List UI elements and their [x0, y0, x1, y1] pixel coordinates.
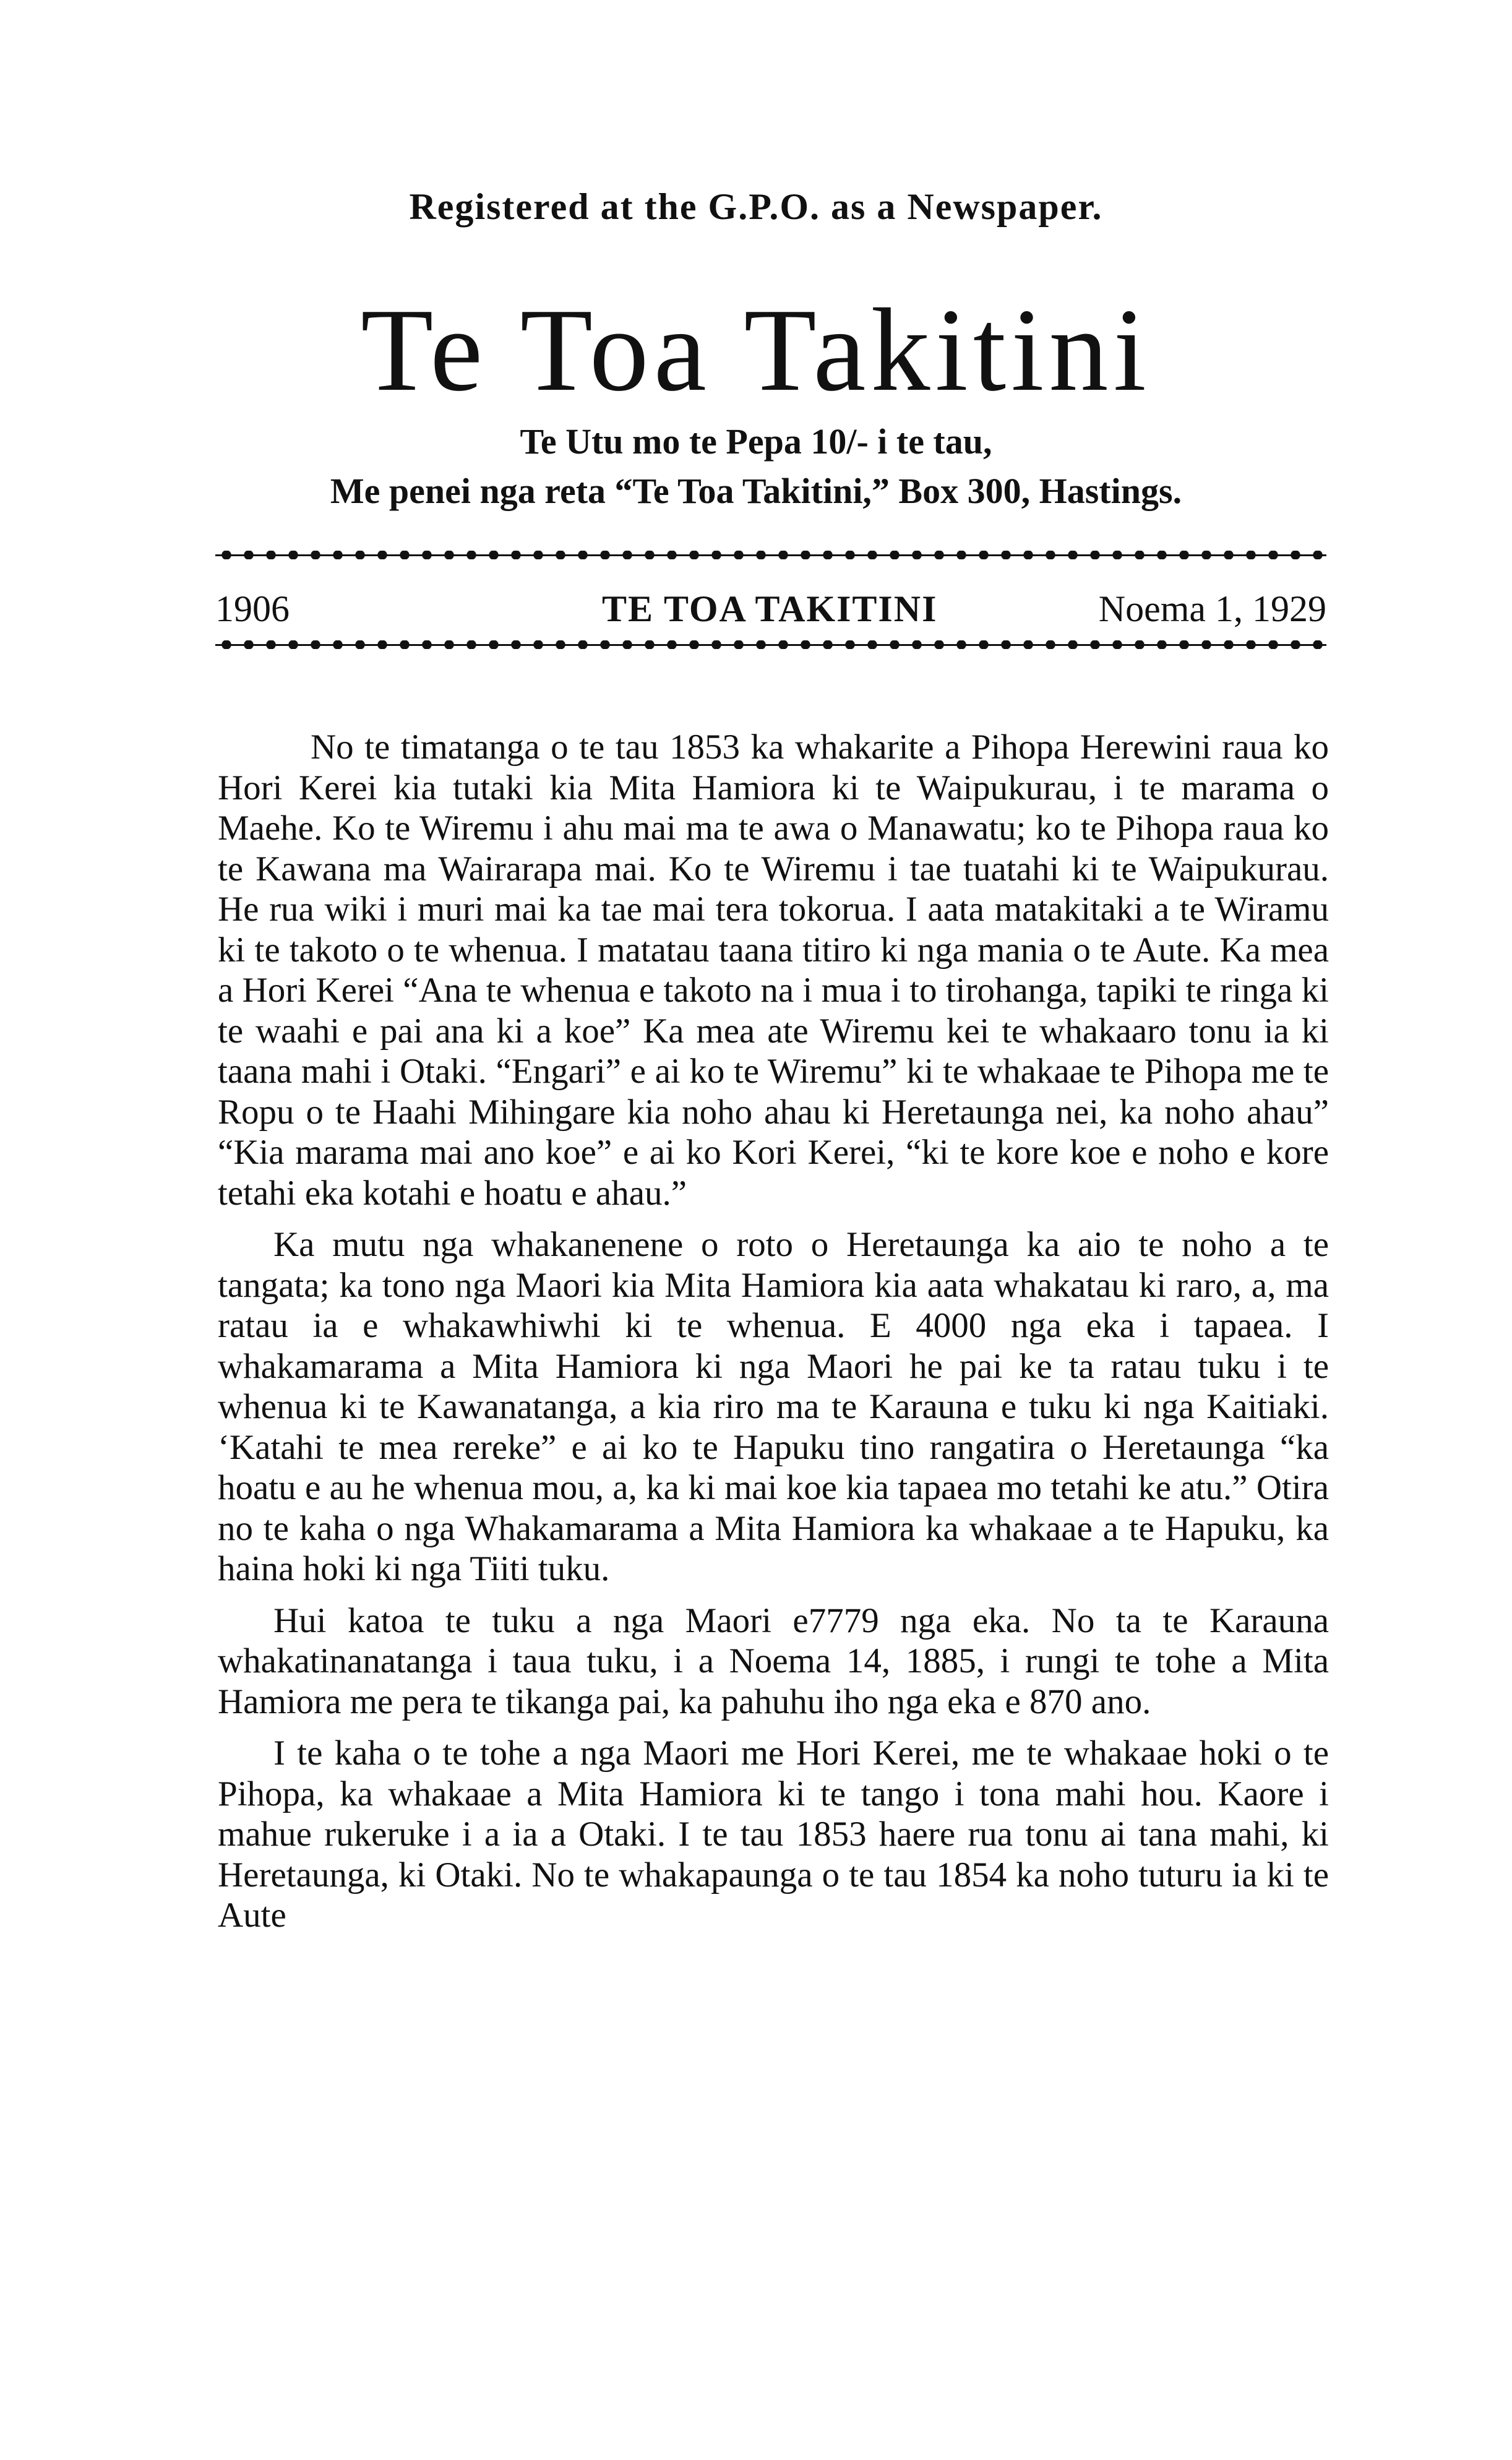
founding-year: 1906 — [215, 588, 290, 629]
paper-name: TE TOA TAKITINI — [602, 588, 938, 629]
issue-date: Noema 1, 1929 — [1098, 588, 1326, 629]
article-paragraph: I te kaha o te tohe a nga Maori me Hori Kerei, me te whakaae hoki o te Pihopa, ka whakaae a Mita Hamiora ki te tango i tona mahi hou. Kaore i mahue rukeruke i a ia a Otaki. I te tau 1853 haere rua tonu ai tana mahi, ki Heretaunga, ki Otaki. No te whakapaunga o te tau 1854 ka noho tuturu ia ki te Aute — [218, 1734, 1329, 1935]
subscription-price: Te Utu mo te Pepa 10/- i te tau, — [520, 421, 992, 462]
postal-address: Me penei nga reta “Te Toa Takitini,” Box 300, Hastings. — [330, 471, 1182, 511]
masthead-title: Te Toa Takitini — [361, 284, 1151, 416]
article-paragraph: Ka mutu nga whakanenene o roto o Heretaunga ka aio te noho a te tangata; ka tono nga Maori kia Mita Hamiora kia aata whakatau ki raro, a, ma ratau ia e whakawhiwhi ki te whenua. E 4000 nga eka i tapaea. I whakamarama a Mita Hamiora ki nga Maori he pai ke ta ratau tuku i te whenua ki te Kawanatanga, a kia riro ma te Karauna e tuku ki nga Kaitiaki. ‘Katahi te mea rereke” e ai ko te Hapuku tino rangatira o Heretaunga “ka hoatu e au he whenua mou, a, ka ki mai koe kia tapaea mo tetahi ke atu.” Otira no te kaha o nga Whakamarama a Mita Hamiora ka whakaae a te Hapuku, ka haina hoki ki nga Tiiti tuku. — [218, 1225, 1329, 1588]
article-paragraph: Hui katoa te tuku a nga Maori e7779 nga eka. No ta te Karauna whakatinanatanga i taua tuku, i a Noema 14, 1885, i rungi te tohe a Mita Hamiora me pera te tikanga pai, ka pahuhu iho nga eka e 870 ano. — [218, 1601, 1329, 1721]
ornamental-rule-top — [215, 551, 1326, 559]
article-paragraph: No te timatanga o te tau 1853 ka whakarite a Pihopa Herewini raua ko Hori Kerei kia tutaki kia Mita Hamiora ki te Waipukurau, i te marama o Maehe. Ko te Wiremu i ahu mai ma te awa o Manawatu; ko te Pihopa raua ko te Kawana ma Wairarapa mai. Ko te Wiremu i tae tuatahi ki te Waipukurau. He rua wiki i muri mai ka tae mai tera tokorua. I aata matakitaki a te Wiramu ki te takoto o te whenua. I matatau taana titiro ki nga mania o te Aute. Ka mea a Hori Kerei “Ana te whenua e takoto na i mua i to tirohanga, tapiki te ringa ki te waahi e pai ana ki a koe” Ka mea ate Wiremu kei te whakaaro tonu ia ki taana mahi i Otaki. “Engari” e ai ko te Wiremu” ki te whakaae te Pihopa me te Ropu o te Haahi Mihingare kia noho ahau ki Heretaunga nei, ka noho ahau” “Kia marama mai ano koe” e ai ko Kori Kerei, “ki te kore koe e noho e kore tetahi eka kotahi e hoatu e ahau.” — [218, 728, 1329, 1213]
registration-notice: Registered at the G.P.O. as a Newspaper. — [409, 186, 1103, 227]
article-body — [218, 727, 1329, 1936]
dateline — [215, 588, 1326, 631]
ornamental-rule-bottom — [215, 640, 1326, 649]
